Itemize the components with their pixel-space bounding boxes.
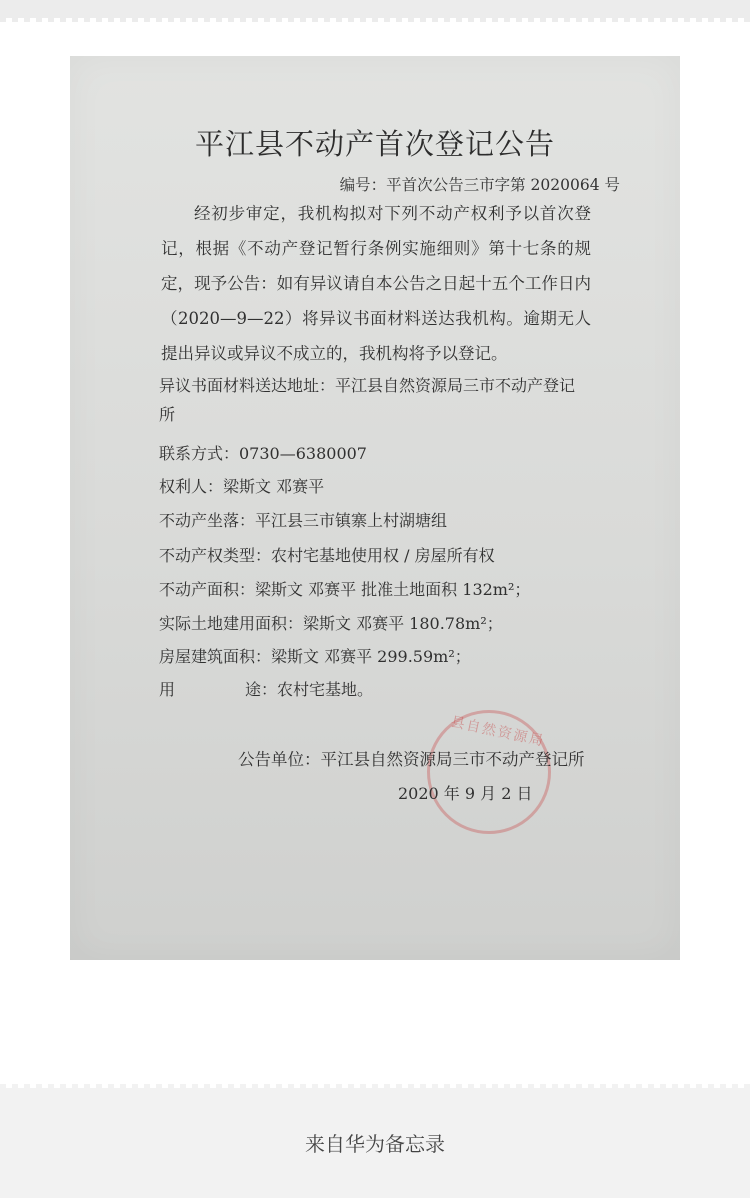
building-area-line: 房屋建筑面积：梁斯文 邓赛平 299.59m²； [159, 647, 471, 666]
right-type-line: 不动产权类型：农村宅基地使用权 / 房屋所有权 [159, 546, 495, 565]
official-seal [427, 710, 551, 834]
footer-source-label: 来自华为备忘录 [305, 1132, 445, 1156]
area-line: 不动产面积：梁斯文 邓赛平 批准土地面积 132m²； [159, 580, 531, 599]
contact-line: 联系方式：0730—6380007 [159, 444, 367, 463]
usage-label: 用 [159, 680, 176, 699]
memo-content-area [0, 22, 750, 1084]
owner-line: 权利人：梁斯文 邓赛平 [159, 477, 325, 496]
address-line-continued: 所 [159, 405, 176, 424]
notice-title: 平江县不动产首次登记公告 [194, 127, 555, 161]
notice-number: 编号：平首次公告三市字第 2020064 号 [339, 176, 620, 194]
top-edge [0, 0, 750, 22]
issuer-line: 公告单位：平江县自然资源局三市不动产登记所 [238, 750, 585, 769]
document-photo[interactable] [70, 56, 680, 960]
issue-date: 2020 年 9 月 2 日 [398, 784, 533, 803]
address-line: 异议书面材料送达地址：平江县自然资源局三市不动产登记 [159, 376, 576, 395]
usage-line [159, 677, 373, 700]
notice-paragraph: 经初步审定，我机构拟对下列不动产权利予以首次登记，根据《不动产登记暂行条例实施细则》第十七条的规定，现予公告：如有异议请自本公告之日起十五个工作日内（2020—9—22）将异议书面材料送达我机构。逾期无人提出异议或异议不成立的，我机构将予以登记。 [161, 204, 591, 363]
seal-text: 县自然资源局 [449, 714, 547, 750]
land-area-line: 实际土地建用面积：梁斯文 邓赛平 180.78m²； [159, 614, 503, 633]
location-line: 不动产坐落：平江县三市镇寨上村湖塘组 [159, 511, 448, 530]
usage-value: 途：农村宅基地。 [245, 680, 374, 699]
footer [0, 1084, 750, 1198]
